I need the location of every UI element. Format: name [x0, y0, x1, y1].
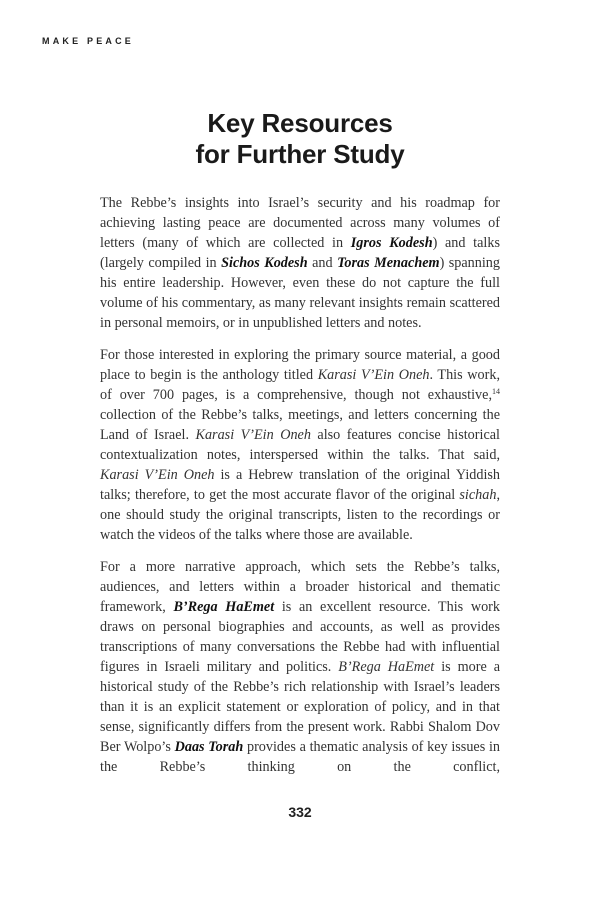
book-title: B’Rega HaEmet	[338, 659, 435, 675]
book-title: Daas Torah	[174, 739, 244, 755]
text: , one should study the original transcripts, listen to the recordings or watch the videos of the talks where those are available.	[100, 487, 500, 543]
book-title: Igros Kodesh	[350, 235, 433, 251]
text: The Rebbe’s insights into Israel’s security and his roadmap for achieving lasting peace are documented across many volumes of letters (many of which are collected in	[100, 195, 500, 251]
book-title: Sichos Kodesh	[221, 255, 308, 271]
text: is an excellent resource. This work draws on personal biographies and accounts, as well as provides transcriptions of many conversations the Rebbe had with influential figures in Israeli military and politics.	[100, 599, 500, 675]
term: sichah	[459, 487, 497, 503]
footnote-ref[interactable]: 14	[492, 387, 500, 396]
text-column	[100, 193, 500, 821]
paragraph-1	[100, 193, 500, 333]
book-title: Karasi V’Ein Oneh	[317, 367, 430, 383]
book-title: Toras Menachem	[337, 255, 440, 271]
text: ) spanning his entire leadership. However, even these do not capture the full volume of his commentary, as many relevant insights remain scattered in personal memoirs, or in unpublished letters and notes.	[100, 255, 500, 331]
page-number: 332	[288, 804, 312, 820]
text: collection of the Rebbe’s talks, meetings, and letters concerning the Land of Israel.	[100, 407, 500, 443]
text: ) and talks (largely compiled in	[100, 235, 500, 271]
text: and	[307, 255, 338, 271]
text: is more a historical study of the Rebbe’s rich relationship with Israel’s leaders than it is an explicit statement or exploration of policy, and in that sense, significantly differs from the present work. Rabbi Shalom Dov Ber Wolpo’s	[100, 659, 500, 755]
text: also features concise historical contextualization notes, interspersed within the talks. That said,	[100, 427, 500, 463]
text: provides a thematic analysis of key issues in the Rebbe’s thinking on the conflict,	[100, 739, 500, 775]
page-title	[0, 108, 600, 170]
title-line-2: for Further Study	[195, 139, 405, 169]
title-line-1: Key Resources	[207, 108, 393, 138]
text: is a Hebrew translation of the original Yiddish talks; therefore, to get the most accurate flavor of the original	[100, 467, 500, 503]
body-text	[100, 193, 500, 777]
paragraph-3	[100, 557, 500, 777]
paragraph-2	[100, 345, 500, 545]
text: For a more narrative approach, which sets the Rebbe’s talks, audiences, and letters within a broader historical and thematic framework,	[100, 559, 500, 615]
book-title: Karasi V’Ein Oneh	[195, 427, 311, 443]
text: For those interested in exploring the primary source material, a good place to begin is the anthology titled	[100, 347, 500, 383]
book-title: Karasi V’Ein Oneh	[100, 467, 215, 483]
text: . This work, of over 700 pages, is a comprehensive, though not exhaustive,	[100, 367, 500, 403]
book-title: B’Rega HaEmet	[173, 599, 275, 615]
running-head: MAKE PEACE	[42, 36, 135, 46]
